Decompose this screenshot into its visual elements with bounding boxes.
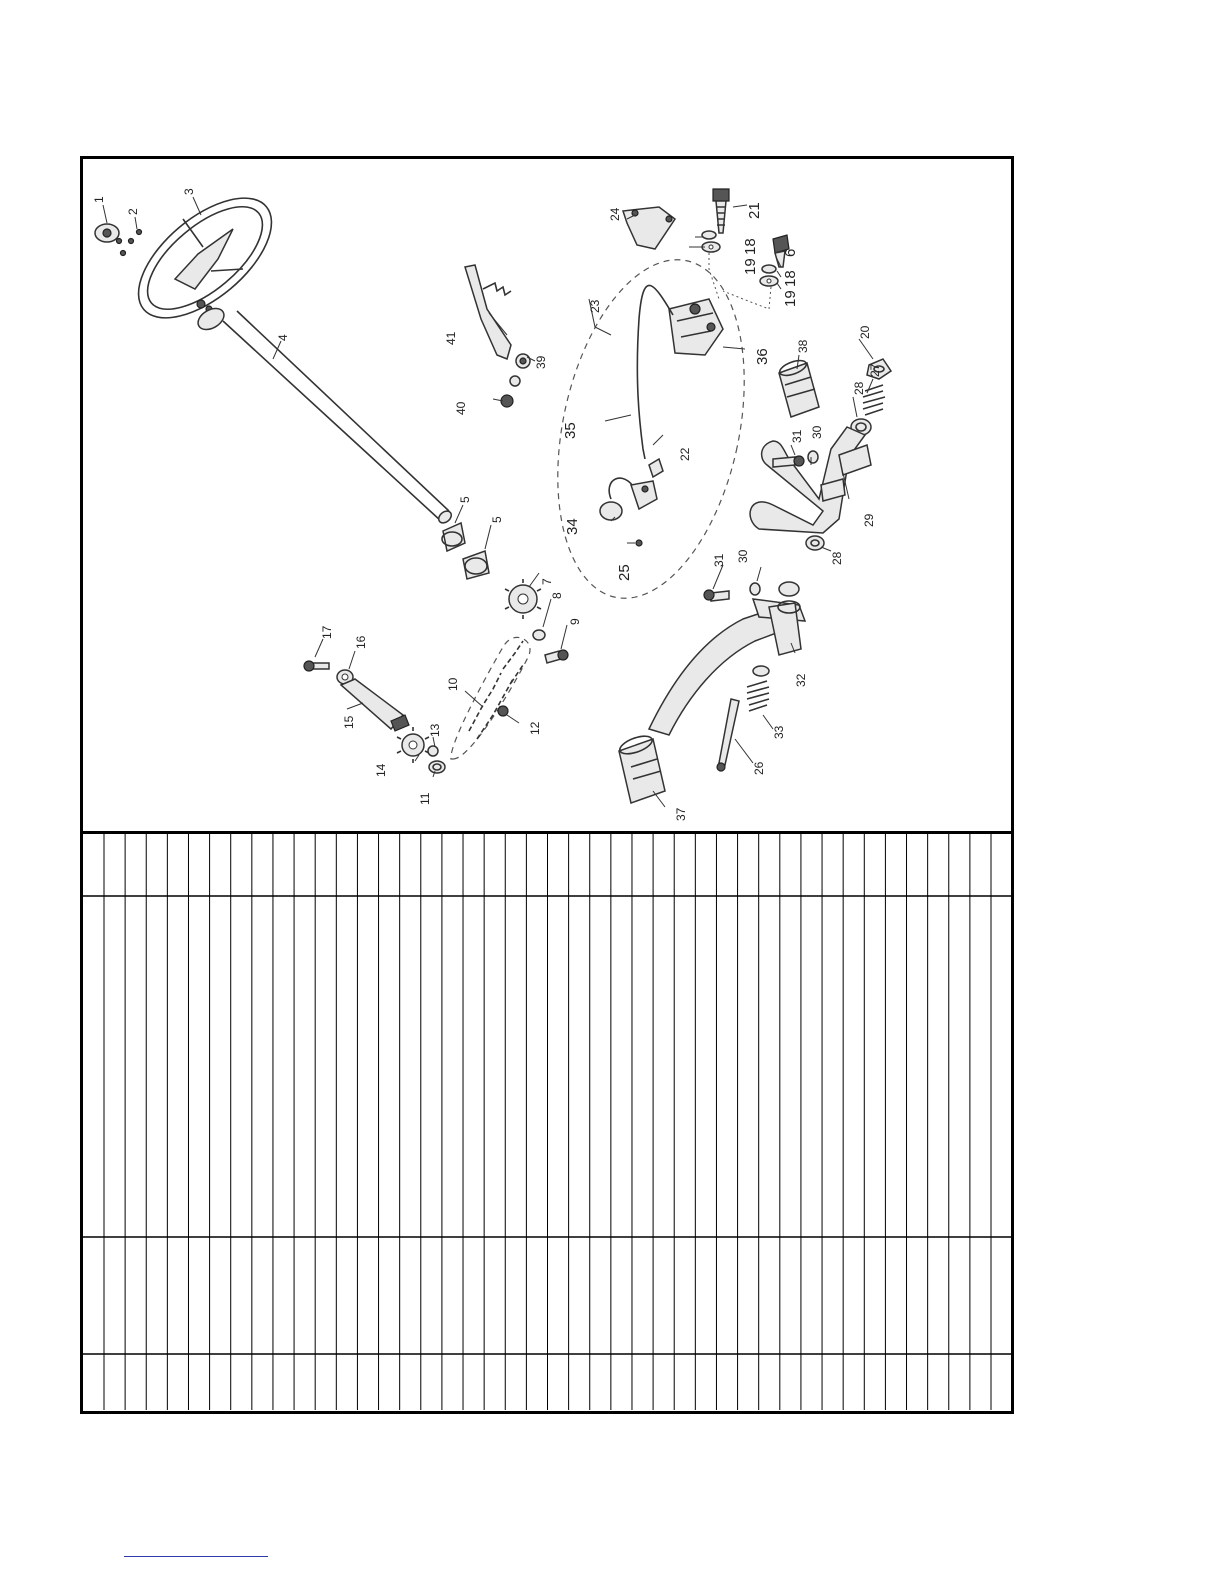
callout-18a: 18 xyxy=(742,238,759,255)
callout-28b: 28 xyxy=(830,551,844,565)
bushing-28-lower xyxy=(806,536,824,550)
washer-13 xyxy=(428,746,438,756)
callout-6: 6 xyxy=(782,248,799,257)
callout-41: 41 xyxy=(444,331,458,345)
footer-link-underline[interactable] xyxy=(124,1556,268,1557)
callout-5a: 5 xyxy=(458,496,472,503)
callout-30b: 30 xyxy=(736,549,750,563)
bushing-right xyxy=(779,582,799,596)
pedal-arm-32 xyxy=(649,599,805,735)
callout-24: 24 xyxy=(608,207,622,221)
callout-40: 40 xyxy=(454,401,468,415)
nut-30-upper xyxy=(808,451,818,463)
callout-5b: 5 xyxy=(490,516,504,523)
master-cylinder xyxy=(669,299,723,355)
callout-37: 37 xyxy=(674,807,688,821)
callout-33: 33 xyxy=(772,725,786,739)
callout-14: 14 xyxy=(374,763,388,777)
horn-cap xyxy=(95,224,142,256)
callout-17: 17 xyxy=(320,625,334,639)
sprocket-7 xyxy=(505,579,541,619)
parts-list-grid xyxy=(83,834,1011,1414)
mount-plate xyxy=(623,207,675,249)
bolt-17 xyxy=(304,661,329,671)
callout-21: 21 xyxy=(746,202,763,219)
steering-shaft xyxy=(194,304,453,525)
callout-29: 29 xyxy=(862,513,876,527)
washers-18-19-upper xyxy=(702,231,720,252)
pin-26 xyxy=(717,699,739,771)
diagram-canvas xyxy=(83,159,1011,831)
callout-16: 16 xyxy=(354,635,368,649)
washer-8 xyxy=(533,630,545,640)
callout-32: 32 xyxy=(794,673,808,687)
callout-10: 10 xyxy=(446,677,460,691)
bolt-21 xyxy=(713,189,729,233)
callout-8: 8 xyxy=(550,592,564,599)
callout-25: 25 xyxy=(616,564,633,581)
pedal-arm-29 xyxy=(750,427,871,533)
bolt-9 xyxy=(545,650,568,663)
sleeve-38 xyxy=(778,358,819,417)
callout-4: 4 xyxy=(276,334,290,341)
callout-30a: 30 xyxy=(810,425,824,439)
nut-30-lower xyxy=(750,583,760,595)
callout-31a: 31 xyxy=(790,429,804,443)
callout-13: 13 xyxy=(428,723,442,737)
callout-7: 7 xyxy=(540,578,554,585)
reservoir xyxy=(600,478,657,546)
callout-12: 12 xyxy=(528,721,542,735)
callout-3: 3 xyxy=(182,188,196,195)
callout-22: 22 xyxy=(678,447,692,461)
exploded-parts-diagram xyxy=(83,159,1011,831)
callout-38: 38 xyxy=(796,339,810,353)
callout-27: 27 xyxy=(868,363,882,377)
spring-33 xyxy=(747,666,769,711)
figure-frame xyxy=(80,156,1014,1414)
chain-10 xyxy=(451,637,530,759)
callout-31b: 31 xyxy=(712,553,726,567)
pedal-lever xyxy=(465,265,530,407)
bolt-31-lower xyxy=(704,590,729,601)
spring-27 xyxy=(863,385,885,415)
callout-19b: 19 xyxy=(782,290,799,307)
callout-20: 20 xyxy=(858,325,872,339)
callout-11: 11 xyxy=(418,792,432,805)
callout-35: 35 xyxy=(562,422,579,439)
callout-26: 26 xyxy=(752,761,766,775)
callout-28a: 28 xyxy=(852,381,866,395)
sleeve-37 xyxy=(618,733,665,803)
parts-list-table xyxy=(83,831,1011,1411)
callout-19a: 19 xyxy=(742,258,759,275)
chain-link-12 xyxy=(498,706,508,716)
bushings xyxy=(442,523,489,579)
washer-11 xyxy=(429,761,445,773)
callout-15: 15 xyxy=(342,715,356,729)
sprocket-14 xyxy=(397,727,429,763)
callout-18b: 18 xyxy=(782,270,799,287)
callout-34: 34 xyxy=(564,518,581,535)
callout-39: 39 xyxy=(534,355,548,369)
callout-36: 36 xyxy=(754,348,771,365)
callout-23: 23 xyxy=(588,299,602,313)
brake-line xyxy=(637,285,673,477)
callout-2: 2 xyxy=(126,208,140,215)
callout-9: 9 xyxy=(568,618,582,625)
callout-1: 1 xyxy=(92,196,106,203)
washers-18-19-lower xyxy=(760,265,778,286)
